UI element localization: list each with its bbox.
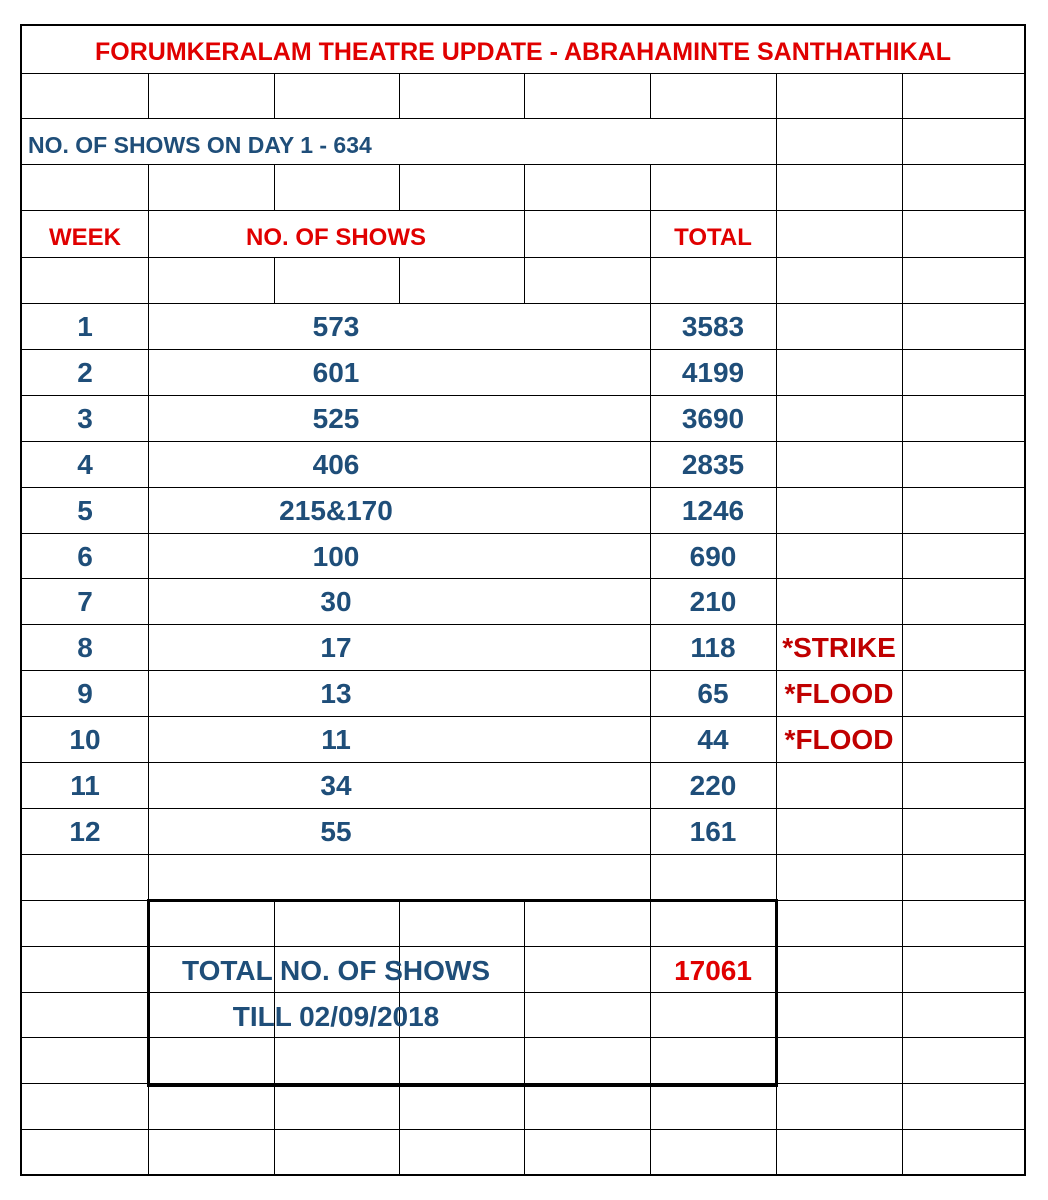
spreadsheet — [20, 24, 1026, 1176]
grid-line — [22, 395, 1024, 396]
grid-line — [776, 533, 777, 579]
grid-line — [902, 624, 903, 670]
grid-line — [902, 210, 903, 257]
grid-line — [902, 808, 903, 854]
grid-line — [776, 164, 777, 210]
grid-line — [776, 395, 777, 441]
grid-line — [22, 303, 1024, 304]
grid-line — [148, 854, 149, 900]
total-cell: 210 — [689, 586, 737, 617]
week-cell: 2 — [77, 357, 93, 388]
grid-line — [776, 578, 777, 624]
grid-line — [274, 1083, 275, 1129]
grid-line — [22, 441, 1024, 442]
grid-line — [776, 854, 777, 900]
grid-line — [148, 1129, 149, 1174]
shows-cell: 525 — [312, 403, 360, 434]
grid-line — [650, 257, 651, 303]
grid-line — [902, 441, 903, 487]
summary-total-value: 17061 — [674, 955, 752, 986]
week-cell: 8 — [77, 632, 93, 663]
shows-cell: 55 — [320, 816, 352, 847]
total-summary-box — [147, 899, 778, 1087]
grid-line — [776, 73, 777, 118]
grid-line — [902, 395, 903, 441]
grid-line — [650, 1129, 651, 1174]
grid-line — [22, 164, 1024, 165]
grid-line — [650, 1083, 651, 1129]
grid-line — [22, 210, 1024, 211]
shows-cell: 100 — [312, 541, 360, 572]
grid-line — [776, 303, 777, 349]
grid-line — [776, 1129, 777, 1174]
week-cell: 4 — [77, 449, 93, 480]
grid-line — [902, 1129, 903, 1174]
grid-line — [148, 257, 149, 303]
shows-cell: 601 — [312, 357, 360, 388]
grid-line — [399, 1083, 400, 1129]
week-cell: 3 — [77, 403, 93, 434]
week-cell: 7 — [77, 586, 93, 617]
grid-line — [22, 487, 1024, 488]
shows-cell: 215&170 — [279, 495, 393, 526]
grid-line — [902, 257, 903, 303]
grid-line — [148, 1083, 149, 1129]
week-cell: 9 — [77, 678, 93, 709]
grid-line — [22, 578, 1024, 579]
grid-line — [524, 164, 525, 210]
grid-line — [776, 210, 777, 257]
grid-line — [22, 118, 1024, 119]
grid-line — [902, 854, 903, 900]
grid-line — [776, 1083, 777, 1129]
total-cell: 65 — [697, 678, 729, 709]
grid-line — [902, 1037, 903, 1083]
grid-line — [22, 533, 1024, 534]
grid-line — [524, 210, 525, 257]
grid-line — [902, 578, 903, 624]
shows-cell: 30 — [320, 586, 352, 617]
grid-line — [902, 487, 903, 533]
grid-line — [22, 670, 1024, 671]
total-cell: 2835 — [681, 449, 745, 480]
grid-line — [22, 716, 1024, 717]
grid-line — [776, 487, 777, 533]
total-cell: 161 — [689, 816, 737, 847]
grid-line — [776, 808, 777, 854]
note-cell: *FLOOD — [784, 724, 894, 755]
grid-line — [22, 808, 1024, 809]
grid-line — [22, 1129, 1024, 1130]
grid-line — [650, 854, 651, 900]
grid-line — [902, 164, 903, 210]
grid-line — [776, 257, 777, 303]
grid-line — [148, 164, 149, 210]
grid-line — [776, 762, 777, 808]
total-cell: 3583 — [681, 311, 745, 342]
summary-label-line2: TILL 02/09/2018 — [232, 1001, 440, 1032]
total-cell: 4199 — [681, 357, 745, 388]
grid-line — [902, 303, 903, 349]
shows-cell: 34 — [320, 770, 352, 801]
shows-cell: 406 — [312, 449, 360, 480]
grid-line — [902, 1083, 903, 1129]
grid-line — [399, 257, 400, 303]
grid-line — [524, 1129, 525, 1174]
grid-line — [902, 716, 903, 762]
shows-cell: 11 — [321, 724, 351, 755]
grid-line — [650, 164, 651, 210]
total-cell: 1246 — [681, 495, 745, 526]
shows-cell: 17 — [320, 632, 352, 663]
total-cell: 690 — [689, 541, 737, 572]
grid-line — [902, 900, 903, 946]
note-cell: *STRIKE — [782, 632, 896, 663]
grid-line — [399, 164, 400, 210]
week-cell: 6 — [77, 541, 93, 572]
week-header: WEEK — [49, 224, 121, 251]
shows-header: NO. OF SHOWS — [246, 224, 426, 251]
grid-line — [902, 946, 903, 992]
grid-line — [274, 164, 275, 210]
grid-line — [22, 349, 1024, 350]
total-cell: 44 — [697, 724, 729, 755]
grid-line — [22, 854, 1024, 855]
grid-line — [148, 73, 149, 118]
day1-shows-text: NO. OF SHOWS ON DAY 1 - 634 — [28, 132, 372, 158]
week-cell: 11 — [70, 770, 100, 801]
grid-line — [399, 1129, 400, 1174]
summary-label-line1: TOTAL NO. OF SHOWS — [182, 955, 490, 986]
grid-line — [776, 441, 777, 487]
grid-line — [650, 73, 651, 118]
total-cell: 3690 — [681, 403, 745, 434]
grid-line — [902, 992, 903, 1038]
grid-line — [274, 257, 275, 303]
shows-cell: 13 — [320, 678, 352, 709]
grid-line — [399, 73, 400, 118]
grid-line — [22, 257, 1024, 258]
total-header: TOTAL — [674, 224, 752, 251]
grid-line — [22, 624, 1024, 625]
grid-line — [776, 349, 777, 395]
grid-line — [902, 349, 903, 395]
week-cell: 12 — [69, 816, 101, 847]
grid-line — [22, 762, 1024, 763]
sheet-title: FORUMKERALAM THEATRE UPDATE - ABRAHAMINTE SANTHATHIKAL — [95, 38, 951, 66]
grid-line — [274, 1129, 275, 1174]
grid-line — [524, 73, 525, 118]
grid-line — [902, 762, 903, 808]
grid-line — [776, 118, 777, 164]
total-cell: 118 — [690, 632, 736, 663]
week-cell: 10 — [69, 724, 101, 755]
grid-line — [902, 118, 903, 164]
grid-line — [22, 73, 1024, 74]
grid-line — [902, 533, 903, 579]
total-cell: 220 — [689, 770, 737, 801]
shows-cell: 573 — [312, 311, 360, 342]
week-cell: 1 — [77, 311, 93, 342]
grid-line — [524, 1083, 525, 1129]
grid-line — [902, 73, 903, 118]
week-cell: 5 — [77, 495, 93, 526]
grid-line — [902, 670, 903, 716]
grid-line — [274, 73, 275, 118]
note-cell: *FLOOD — [784, 678, 894, 709]
grid-line — [524, 257, 525, 303]
